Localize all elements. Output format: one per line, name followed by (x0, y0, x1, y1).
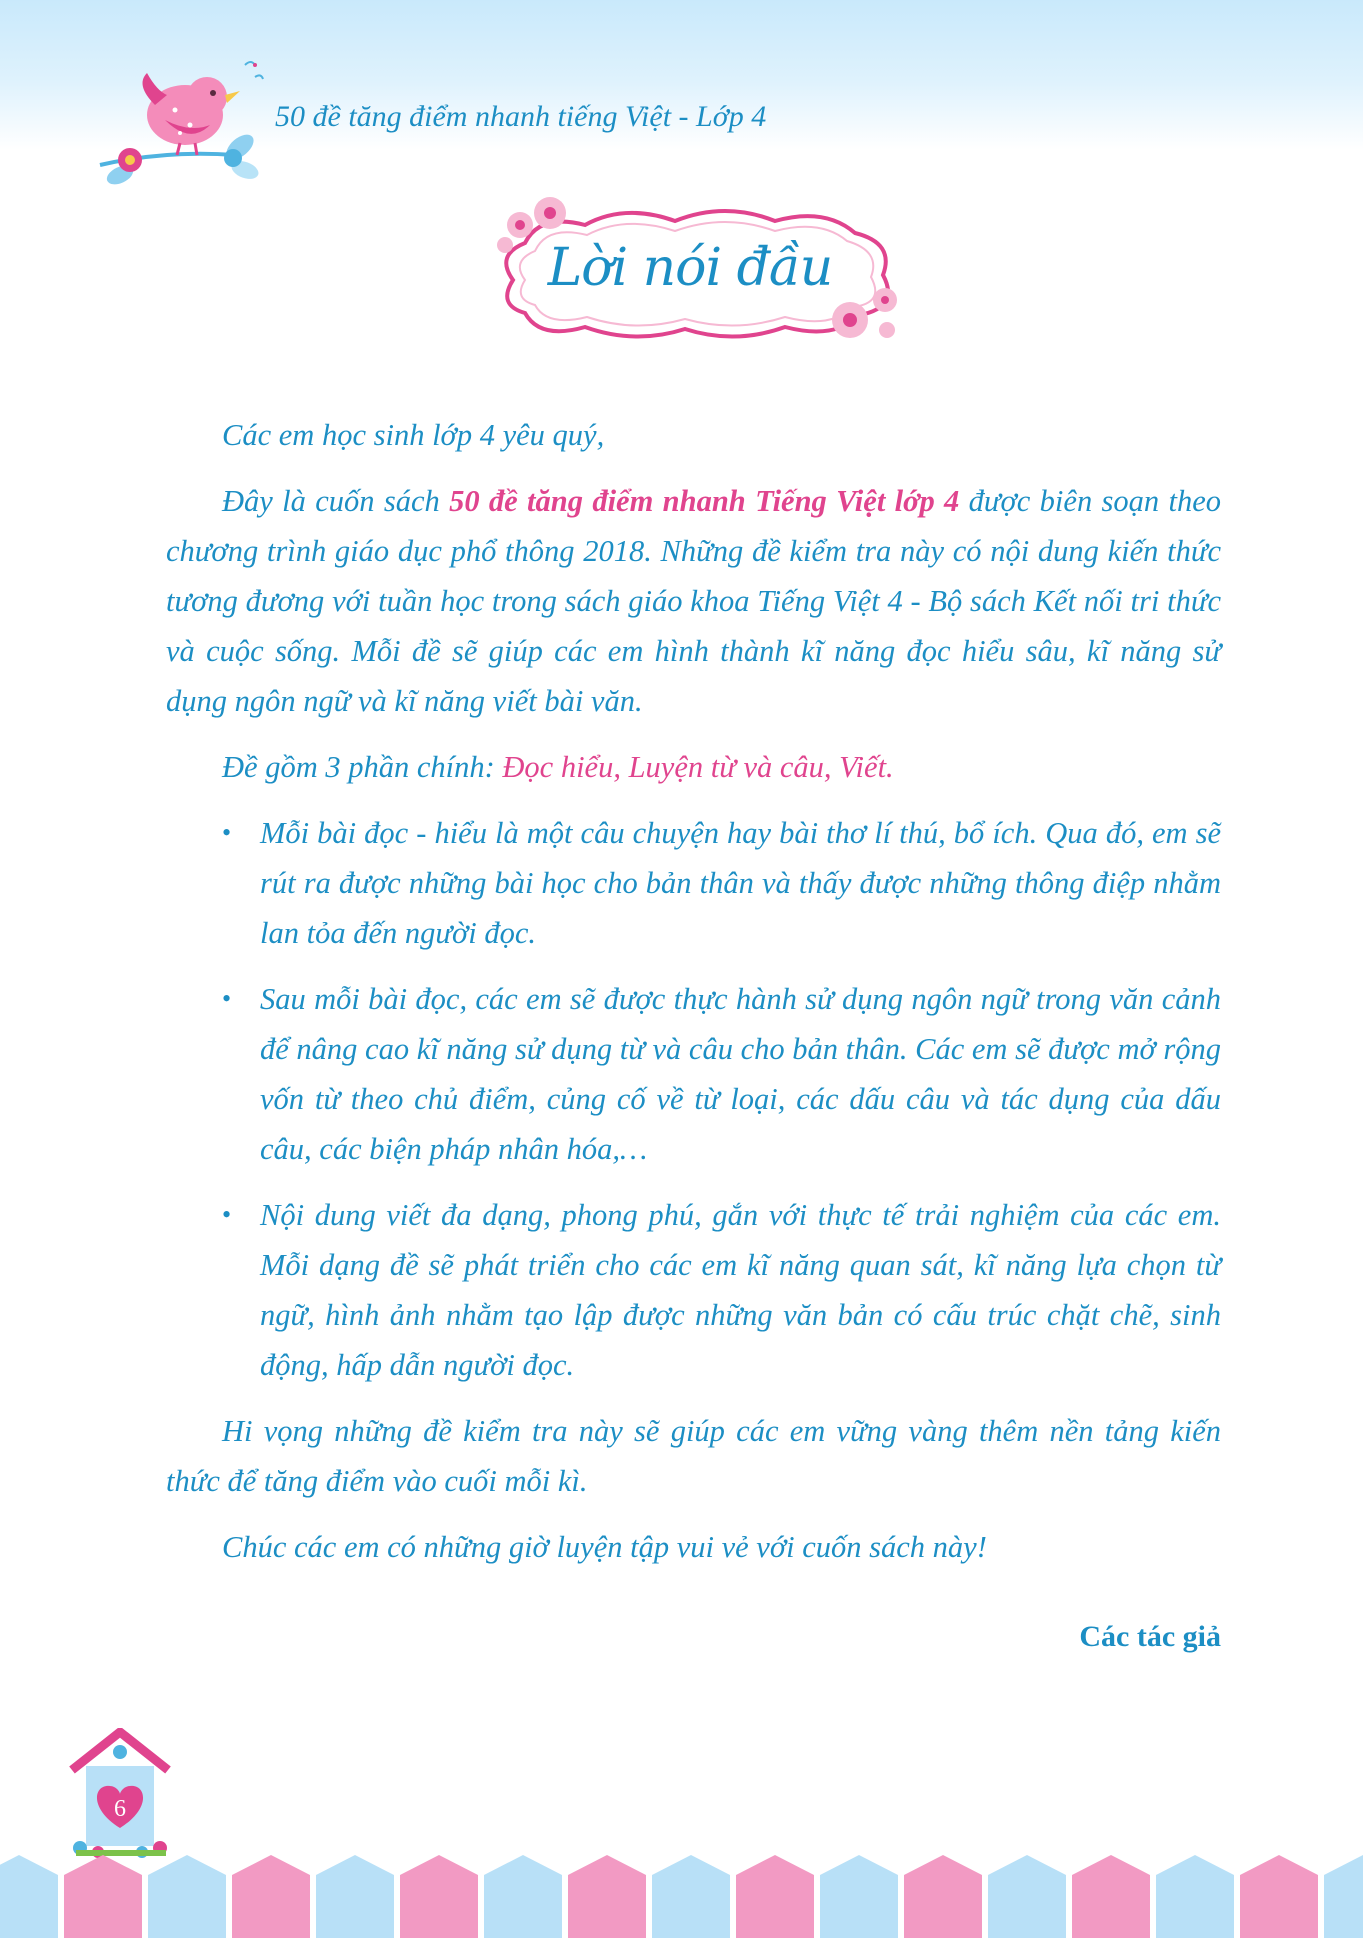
fence-picket (316, 1855, 394, 1938)
list-item-text: Mỗi bài đọc - hiểu là một câu chuyện hay bài thơ lí thú, bổ ích. Qua đó, em sẽ rút ra được những bài học cho bản thân và thấy được những thông điệp nhằm lan tỏa đến người đọc. (260, 816, 1221, 950)
parts-list: Đọc hiểu, Luyện từ và câu, Viết. (502, 750, 894, 784)
fence-picket (1156, 1855, 1234, 1938)
fence-picket (1240, 1855, 1318, 1938)
fence-picket (568, 1855, 646, 1938)
fence-picket (820, 1855, 898, 1938)
bullet-marker: • (222, 1200, 232, 1229)
fence-picket (1324, 1855, 1363, 1938)
list-item (166, 808, 1221, 958)
fence-picket (1072, 1855, 1150, 1938)
fence-picket (0, 1855, 58, 1938)
greeting: Các em học sinh lớp 4 yêu quý, (222, 418, 605, 452)
book-name: 50 đề tăng điểm nhanh Tiếng Việt lớp 4 (449, 484, 960, 518)
fence-picket (736, 1855, 814, 1938)
fence-decoration (0, 1855, 1363, 1938)
bullet-marker: • (222, 818, 232, 847)
bullet-list (166, 808, 1221, 1390)
book-title: 50 đề tăng điểm nhanh tiếng Việt - Lớp 4 (275, 100, 767, 133)
birdhouse-icon (68, 1728, 173, 1858)
fence-picket (652, 1855, 730, 1938)
parts-paragraph (166, 742, 1221, 792)
intro-paragraph (166, 476, 1221, 726)
wish-paragraph: Chúc các em có những giờ luyện tập vui vẻ với cuốn sách này! (222, 1530, 987, 1564)
list-item (166, 974, 1221, 1174)
list-item (166, 1190, 1221, 1390)
fence-picket (400, 1855, 478, 1938)
fence-picket (148, 1855, 226, 1938)
parts-prefix: Đề gồm 3 phần chính: (222, 750, 503, 784)
hope-paragraph: Hi vọng những đề kiểm tra này sẽ giúp các em vững vàng thêm nền tảng kiến thức để tăng điểm vào cuối mỗi kì. (166, 1414, 1221, 1498)
preface-body (166, 410, 1221, 1588)
fence-picket (988, 1855, 1066, 1938)
list-item-text: Nội dung viết đa dạng, phong phú, gắn với thực tế trải nghiệm của các em. Mỗi dạng đề sẽ phát triển cho các em kĩ năng quan sát, kĩ năng lựa chọn từ ngữ, hình ảnh nhằm tạo lập được những văn bản có cấu trúc chặt chẽ, sinh động, hấp dẫn người đọc. (260, 1198, 1221, 1382)
fence-picket (64, 1855, 142, 1938)
list-item-text: Sau mỗi bài đọc, các em sẽ được thực hành sử dụng ngôn ngữ trong văn cảnh để nâng cao kĩ năng sử dụng từ và câu cho bản thân. Các em sẽ được mở rộng vốn từ theo chủ điểm, củng cố về từ loại, các dấu câu và tác dụng của dấu câu, các biện pháp nhân hóa,… (260, 982, 1221, 1166)
page-heading: Lời nói đầu (547, 238, 833, 298)
fence-picket (904, 1855, 982, 1938)
fence-picket (484, 1855, 562, 1938)
bird-icon (95, 55, 270, 190)
signature: Các tác giả (1079, 1620, 1221, 1653)
intro-prefix: Đây là cuốn sách (222, 484, 450, 518)
bullet-marker: • (222, 984, 232, 1013)
page-number: 6 (114, 1796, 126, 1822)
fence-picket (232, 1855, 310, 1938)
intro-suffix: được biên soạn theo chương trình giáo dục phổ thông 2018. Những đề kiểm tra này có nội dung kiến thức tương đương với tuần học trong sách giáo khoa Tiếng Việt 4 - Bộ sách Kết nối tri thức và cuộc sống. Mỗi đề sẽ giúp các em hình thành kĩ năng đọc hiểu sâu, kĩ năng sử dụng ngôn ngữ và kĩ năng viết bài văn. (166, 484, 1222, 718)
